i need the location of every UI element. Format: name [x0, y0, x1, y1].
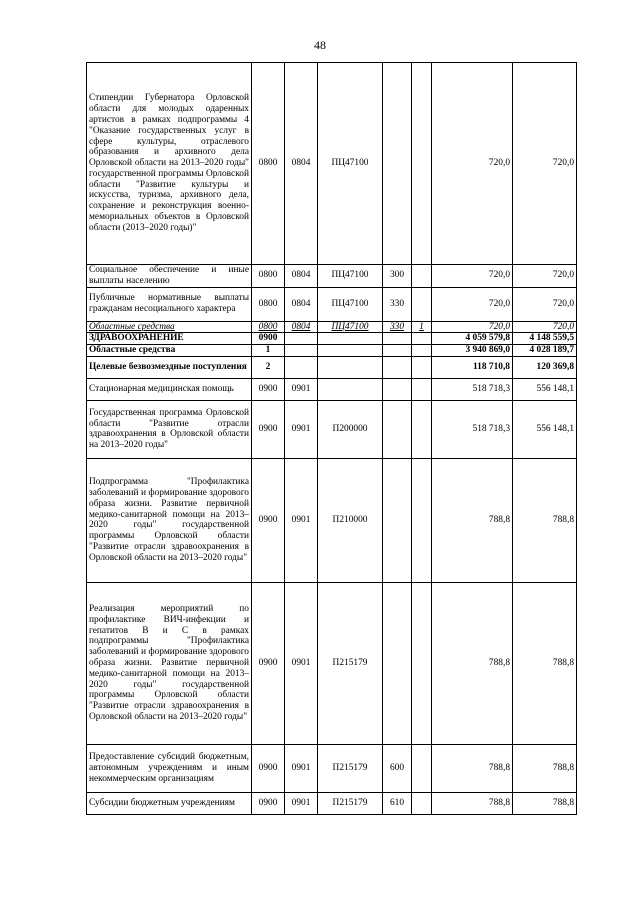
- cell-subsection: 0804: [285, 63, 318, 265]
- cell-amount-1: 518 718,3: [432, 400, 513, 458]
- cell-section: 0900: [252, 792, 285, 814]
- cell-section: 0900: [252, 458, 285, 582]
- budget-table-body: [87, 63, 577, 815]
- cell-expense-type: [383, 400, 412, 458]
- cell-subsection: [285, 333, 318, 345]
- cell-target-article: [318, 356, 383, 378]
- table-row: [87, 333, 577, 345]
- cell-funding-source: [412, 458, 432, 582]
- cell-funding-source: [412, 356, 432, 378]
- cell-subsection: [285, 345, 318, 357]
- cell-subsection: [285, 356, 318, 378]
- cell-target-article: П215179: [318, 792, 383, 814]
- cell-name: Целевые безвозмездные поступления: [87, 356, 252, 378]
- cell-amount-1: 518 718,3: [432, 378, 513, 400]
- cell-funding-source: [412, 287, 432, 321]
- cell-section: 2: [252, 356, 285, 378]
- cell-name: Стационарная медицинская помощь: [87, 378, 252, 400]
- cell-target-article: П210000: [318, 458, 383, 582]
- cell-amount-1: 788,8: [432, 458, 513, 582]
- cell-funding-source: [412, 400, 432, 458]
- table-row: [87, 287, 577, 321]
- table-row: [87, 321, 577, 333]
- cell-amount-1: 4 059 579,8: [432, 333, 513, 345]
- table-row: [87, 582, 577, 744]
- cell-subsection: 0901: [285, 582, 318, 744]
- cell-section: 0800: [252, 321, 285, 333]
- cell-target-article: П215179: [318, 582, 383, 744]
- cell-target-article: [318, 378, 383, 400]
- cell-amount-1: 788,8: [432, 582, 513, 744]
- cell-amount-2: 788,8: [513, 458, 577, 582]
- cell-section: 0900: [252, 333, 285, 345]
- cell-funding-source: [412, 792, 432, 814]
- cell-name: Реализация мероприятий по профилактике ВИЧ-инфекции и гепатитов В и С в рамках подпрограммы "Профилактика заболеваний и формирование здорового образа жизни. Развитие первичной медико-санитарной помощи на 2013–2020 годы" государственной программы Орловской области "Развитие отрасли здравоохранения в Орловской области на 2013–2020 годы": [87, 582, 252, 744]
- cell-subsection: 0804: [285, 287, 318, 321]
- cell-target-article: ПЦ47100: [318, 321, 383, 333]
- cell-target-article: ПЦ47100: [318, 265, 383, 288]
- cell-subsection: 0804: [285, 321, 318, 333]
- cell-name: Предоставление субсидий бюджетным, автономным учреждениям и иным некоммерческим организациям: [87, 744, 252, 792]
- cell-name: Государственная программа Орловской области "Развитие отрасли здравоохранения в Орловской области на 2013–2020 годы": [87, 400, 252, 458]
- cell-section: 0900: [252, 582, 285, 744]
- table-row: [87, 400, 577, 458]
- cell-amount-1: 788,8: [432, 792, 513, 814]
- cell-expense-type: [383, 345, 412, 357]
- cell-expense-type: [383, 582, 412, 744]
- cell-amount-1: 720,0: [432, 265, 513, 288]
- cell-target-article: [318, 345, 383, 357]
- cell-section: 0900: [252, 744, 285, 792]
- cell-name: Публичные нормативные выплаты гражданам несоциального характера: [87, 287, 252, 321]
- cell-amount-1: 3 940 869,0: [432, 345, 513, 357]
- cell-expense-type: 300: [383, 265, 412, 288]
- cell-subsection: 0804: [285, 265, 318, 288]
- cell-subsection: 0901: [285, 458, 318, 582]
- table-row: [87, 63, 577, 265]
- table-row: [87, 744, 577, 792]
- cell-amount-2: 720,0: [513, 265, 577, 288]
- cell-subsection: 0901: [285, 744, 318, 792]
- cell-amount-2: 720,0: [513, 287, 577, 321]
- cell-section: 1: [252, 345, 285, 357]
- cell-funding-source: [412, 333, 432, 345]
- cell-amount-2: 556 148,1: [513, 378, 577, 400]
- table-row: [87, 458, 577, 582]
- cell-target-article: П200000: [318, 400, 383, 458]
- cell-target-article: П215179: [318, 744, 383, 792]
- cell-target-article: ПЦ47100: [318, 287, 383, 321]
- cell-subsection: 0901: [285, 792, 318, 814]
- table-row: [87, 792, 577, 814]
- cell-section: 0800: [252, 265, 285, 288]
- table-row: [87, 345, 577, 357]
- cell-amount-2: 788,8: [513, 582, 577, 744]
- cell-funding-source: [412, 63, 432, 265]
- cell-expense-type: [383, 356, 412, 378]
- cell-section: 0800: [252, 287, 285, 321]
- table-row: [87, 356, 577, 378]
- cell-expense-type: [383, 378, 412, 400]
- cell-funding-source: [412, 744, 432, 792]
- cell-subsection: 0901: [285, 378, 318, 400]
- cell-amount-2: 4 028 189,7: [513, 345, 577, 357]
- cell-expense-type: [383, 458, 412, 582]
- cell-amount-2: 4 148 559,5: [513, 333, 577, 345]
- cell-target-article: [318, 333, 383, 345]
- cell-target-article: ПЦ47100: [318, 63, 383, 265]
- cell-amount-2: 788,8: [513, 744, 577, 792]
- cell-amount-2: 720,0: [513, 63, 577, 265]
- cell-funding-source: [412, 378, 432, 400]
- cell-section: 0800: [252, 63, 285, 265]
- cell-expense-type: [383, 63, 412, 265]
- cell-name: ЗДРАВООХРАНЕНИЕ: [87, 333, 252, 345]
- cell-amount-1: 118 710,8: [432, 356, 513, 378]
- page-number: 48: [314, 38, 326, 52]
- table-row: [87, 265, 577, 288]
- cell-funding-source: 1: [412, 321, 432, 333]
- cell-funding-source: [412, 265, 432, 288]
- cell-expense-type: 600: [383, 744, 412, 792]
- cell-expense-type: 330: [383, 321, 412, 333]
- cell-amount-2: 120 369,8: [513, 356, 577, 378]
- cell-funding-source: [412, 582, 432, 744]
- cell-expense-type: 610: [383, 792, 412, 814]
- cell-section: 0900: [252, 400, 285, 458]
- cell-name: Областные средства: [87, 345, 252, 357]
- cell-amount-2: 720,0: [513, 321, 577, 333]
- cell-amount-2: 556 148,1: [513, 400, 577, 458]
- budget-table: [86, 62, 577, 815]
- cell-amount-1: 720,0: [432, 287, 513, 321]
- cell-funding-source: [412, 345, 432, 357]
- cell-expense-type: 330: [383, 287, 412, 321]
- cell-amount-1: 720,0: [432, 321, 513, 333]
- cell-name: Социальное обеспечение и иные выплаты населению: [87, 265, 252, 288]
- cell-name: Областные средства: [87, 321, 252, 333]
- cell-subsection: 0901: [285, 400, 318, 458]
- cell-amount-1: 788,8: [432, 744, 513, 792]
- cell-amount-2: 788,8: [513, 792, 577, 814]
- cell-section: 0900: [252, 378, 285, 400]
- table-row: [87, 378, 577, 400]
- cell-name: Стипендии Губернатора Орловской области для молодых одаренных артистов в рамках подпрограммы 4 "Оказание государственных услуг в сфере культуры, отраслевого образования и архивного дела Орловской области на 2013–2020 годы" государственной программы Орловской области "Развитие культуры и искусства, туризма, архивного дела, сохранение и реконструкция военно-мемориальных объектов в Орловской области (2013–2020 годы)": [87, 63, 252, 265]
- cell-name: Субсидии бюджетным учреждениям: [87, 792, 252, 814]
- cell-expense-type: [383, 333, 412, 345]
- cell-name: Подпрограмма "Профилактика заболеваний и формирование здорового образа жизни. Развитие первичной медико-санитарной помощи на 2013–2020 годы" государственной программы Орловской области "Развитие отрасли здравоохранения в Орловской области на 2013–2020 годы": [87, 458, 252, 582]
- cell-amount-1: 720,0: [432, 63, 513, 265]
